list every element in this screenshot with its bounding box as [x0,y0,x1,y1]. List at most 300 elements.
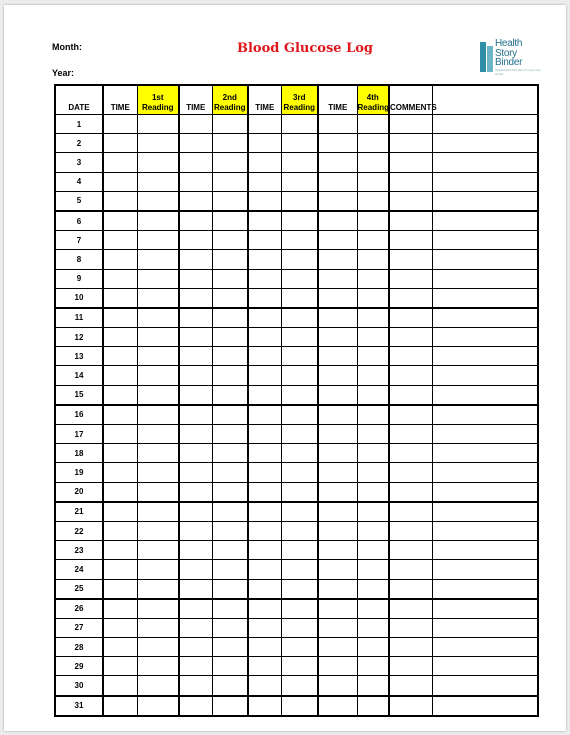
time-cell[interactable] [248,134,281,153]
reading-cell[interactable] [357,328,389,347]
time-cell[interactable] [318,444,357,463]
time-cell[interactable] [248,288,281,308]
time-cell[interactable] [318,172,357,191]
reading-cell[interactable] [137,521,179,540]
reading-cell[interactable] [137,250,179,269]
reading-cell[interactable] [137,657,179,676]
reading-cell[interactable] [281,115,318,134]
time-cell[interactable] [248,347,281,366]
comments-cell[interactable] [432,444,538,463]
comments-cell[interactable] [432,231,538,250]
time-cell[interactable] [179,134,212,153]
reading-cell[interactable] [212,288,248,308]
time-cell[interactable] [103,541,137,560]
time-cell[interactable] [179,482,212,502]
reading-cell[interactable] [281,541,318,560]
time-cell[interactable] [318,347,357,366]
comments-cell[interactable] [432,521,538,540]
time-cell[interactable] [318,463,357,482]
reading-cell[interactable] [212,444,248,463]
time-cell[interactable] [389,560,432,579]
reading-cell[interactable] [281,638,318,657]
time-cell[interactable] [103,618,137,637]
reading-cell[interactable] [281,347,318,366]
reading-cell[interactable] [281,579,318,599]
time-cell[interactable] [103,347,137,366]
reading-cell[interactable] [137,385,179,405]
reading-cell[interactable] [281,385,318,405]
reading-cell[interactable] [357,405,389,425]
time-cell[interactable] [179,288,212,308]
reading-cell[interactable] [212,676,248,696]
reading-cell[interactable] [137,308,179,328]
comments-cell[interactable] [432,482,538,502]
comments-cell[interactable] [432,347,538,366]
time-cell[interactable] [103,560,137,579]
time-cell[interactable] [103,482,137,502]
time-cell[interactable] [103,425,137,444]
time-cell[interactable] [248,153,281,172]
reading-cell[interactable] [357,269,389,288]
time-cell[interactable] [389,618,432,637]
time-cell[interactable] [389,115,432,134]
time-cell[interactable] [389,231,432,250]
reading-cell[interactable] [212,231,248,250]
reading-cell[interactable] [212,482,248,502]
reading-cell[interactable] [212,191,248,211]
reading-cell[interactable] [212,599,248,619]
reading-cell[interactable] [137,463,179,482]
time-cell[interactable] [103,308,137,328]
time-cell[interactable] [103,638,137,657]
reading-cell[interactable] [357,385,389,405]
time-cell[interactable] [103,269,137,288]
reading-cell[interactable] [137,347,179,366]
time-cell[interactable] [248,463,281,482]
time-cell[interactable] [103,328,137,347]
comments-cell[interactable] [432,579,538,599]
time-cell[interactable] [389,191,432,211]
reading-cell[interactable] [357,676,389,696]
reading-cell[interactable] [281,231,318,250]
reading-cell[interactable] [137,405,179,425]
time-cell[interactable] [318,153,357,172]
reading-cell[interactable] [357,502,389,522]
time-cell[interactable] [179,250,212,269]
time-cell[interactable] [248,405,281,425]
time-cell[interactable] [318,579,357,599]
time-cell[interactable] [248,250,281,269]
reading-cell[interactable] [212,385,248,405]
reading-cell[interactable] [357,657,389,676]
reading-cell[interactable] [281,366,318,385]
reading-cell[interactable] [281,288,318,308]
time-cell[interactable] [248,482,281,502]
time-cell[interactable] [248,172,281,191]
reading-cell[interactable] [281,328,318,347]
reading-cell[interactable] [357,308,389,328]
reading-cell[interactable] [137,288,179,308]
reading-cell[interactable] [137,599,179,619]
time-cell[interactable] [103,231,137,250]
time-cell[interactable] [389,385,432,405]
time-cell[interactable] [318,560,357,579]
reading-cell[interactable] [357,579,389,599]
reading-cell[interactable] [357,288,389,308]
time-cell[interactable] [318,191,357,211]
time-cell[interactable] [179,560,212,579]
reading-cell[interactable] [357,191,389,211]
time-cell[interactable] [318,385,357,405]
time-cell[interactable] [318,676,357,696]
time-cell[interactable] [103,599,137,619]
time-cell[interactable] [179,153,212,172]
time-cell[interactable] [389,463,432,482]
reading-cell[interactable] [212,250,248,269]
reading-cell[interactable] [357,153,389,172]
time-cell[interactable] [179,385,212,405]
reading-cell[interactable] [281,618,318,637]
reading-cell[interactable] [281,308,318,328]
time-cell[interactable] [389,134,432,153]
reading-cell[interactable] [357,560,389,579]
time-cell[interactable] [318,657,357,676]
time-cell[interactable] [389,521,432,540]
reading-cell[interactable] [281,153,318,172]
time-cell[interactable] [389,599,432,619]
reading-cell[interactable] [357,231,389,250]
time-cell[interactable] [179,347,212,366]
time-cell[interactable] [318,502,357,522]
reading-cell[interactable] [212,618,248,637]
comments-cell[interactable] [432,638,538,657]
reading-cell[interactable] [357,115,389,134]
reading-cell[interactable] [281,172,318,191]
time-cell[interactable] [389,405,432,425]
time-cell[interactable] [179,579,212,599]
time-cell[interactable] [179,676,212,696]
reading-cell[interactable] [357,211,389,231]
time-cell[interactable] [179,657,212,676]
time-cell[interactable] [318,134,357,153]
reading-cell[interactable] [212,521,248,540]
comments-cell[interactable] [432,502,538,522]
reading-cell[interactable] [137,502,179,522]
comments-cell[interactable] [432,115,538,134]
comments-cell[interactable] [432,618,538,637]
time-cell[interactable] [103,211,137,231]
comments-cell[interactable] [432,308,538,328]
reading-cell[interactable] [281,676,318,696]
reading-cell[interactable] [137,696,179,716]
reading-cell[interactable] [212,560,248,579]
time-cell[interactable] [248,599,281,619]
time-cell[interactable] [179,638,212,657]
comments-cell[interactable] [432,560,538,579]
time-cell[interactable] [103,579,137,599]
time-cell[interactable] [389,308,432,328]
time-cell[interactable] [389,696,432,716]
reading-cell[interactable] [137,444,179,463]
time-cell[interactable] [389,579,432,599]
time-cell[interactable] [318,366,357,385]
reading-cell[interactable] [137,269,179,288]
reading-cell[interactable] [212,115,248,134]
time-cell[interactable] [248,115,281,134]
reading-cell[interactable] [212,502,248,522]
time-cell[interactable] [103,521,137,540]
reading-cell[interactable] [212,657,248,676]
time-cell[interactable] [318,696,357,716]
reading-cell[interactable] [212,405,248,425]
time-cell[interactable] [179,269,212,288]
reading-cell[interactable] [212,347,248,366]
time-cell[interactable] [179,618,212,637]
time-cell[interactable] [103,366,137,385]
time-cell[interactable] [103,657,137,676]
comments-cell[interactable] [432,696,538,716]
time-cell[interactable] [179,211,212,231]
time-cell[interactable] [103,153,137,172]
time-cell[interactable] [318,405,357,425]
time-cell[interactable] [179,521,212,540]
comments-cell[interactable] [432,366,538,385]
time-cell[interactable] [318,308,357,328]
reading-cell[interactable] [357,638,389,657]
reading-cell[interactable] [357,444,389,463]
comments-cell[interactable] [432,676,538,696]
reading-cell[interactable] [281,211,318,231]
comments-cell[interactable] [432,405,538,425]
reading-cell[interactable] [212,153,248,172]
reading-cell[interactable] [212,308,248,328]
reading-cell[interactable] [212,638,248,657]
reading-cell[interactable] [281,134,318,153]
time-cell[interactable] [389,172,432,191]
reading-cell[interactable] [357,134,389,153]
reading-cell[interactable] [137,366,179,385]
time-cell[interactable] [248,308,281,328]
reading-cell[interactable] [357,250,389,269]
reading-cell[interactable] [357,599,389,619]
reading-cell[interactable] [137,425,179,444]
comments-cell[interactable] [432,269,538,288]
reading-cell[interactable] [212,366,248,385]
comments-cell[interactable] [432,463,538,482]
time-cell[interactable] [318,328,357,347]
comments-cell[interactable] [432,385,538,405]
time-cell[interactable] [179,696,212,716]
reading-cell[interactable] [137,676,179,696]
time-cell[interactable] [318,521,357,540]
comments-cell[interactable] [432,657,538,676]
reading-cell[interactable] [357,463,389,482]
comments-cell[interactable] [432,153,538,172]
time-cell[interactable] [389,347,432,366]
reading-cell[interactable] [281,463,318,482]
reading-cell[interactable] [212,134,248,153]
time-cell[interactable] [318,269,357,288]
time-cell[interactable] [248,502,281,522]
reading-cell[interactable] [357,696,389,716]
reading-cell[interactable] [137,328,179,347]
reading-cell[interactable] [281,191,318,211]
reading-cell[interactable] [281,250,318,269]
reading-cell[interactable] [281,599,318,619]
time-cell[interactable] [179,444,212,463]
time-cell[interactable] [103,288,137,308]
time-cell[interactable] [248,541,281,560]
time-cell[interactable] [248,521,281,540]
time-cell[interactable] [248,696,281,716]
reading-cell[interactable] [281,521,318,540]
comments-cell[interactable] [432,191,538,211]
time-cell[interactable] [179,425,212,444]
reading-cell[interactable] [357,172,389,191]
time-cell[interactable] [179,541,212,560]
reading-cell[interactable] [137,638,179,657]
time-cell[interactable] [103,191,137,211]
time-cell[interactable] [389,657,432,676]
time-cell[interactable] [248,425,281,444]
reading-cell[interactable] [212,172,248,191]
time-cell[interactable] [248,444,281,463]
time-cell[interactable] [103,676,137,696]
time-cell[interactable] [248,560,281,579]
comments-cell[interactable] [432,599,538,619]
reading-cell[interactable] [137,211,179,231]
time-cell[interactable] [103,115,137,134]
reading-cell[interactable] [212,211,248,231]
time-cell[interactable] [179,115,212,134]
reading-cell[interactable] [281,444,318,463]
reading-cell[interactable] [212,425,248,444]
time-cell[interactable] [103,134,137,153]
comments-cell[interactable] [432,288,538,308]
time-cell[interactable] [248,328,281,347]
time-cell[interactable] [389,541,432,560]
reading-cell[interactable] [281,502,318,522]
time-cell[interactable] [389,366,432,385]
reading-cell[interactable] [281,560,318,579]
time-cell[interactable] [389,288,432,308]
reading-cell[interactable] [357,425,389,444]
time-cell[interactable] [248,638,281,657]
time-cell[interactable] [179,328,212,347]
reading-cell[interactable] [212,269,248,288]
time-cell[interactable] [389,328,432,347]
time-cell[interactable] [318,250,357,269]
time-cell[interactable] [318,482,357,502]
time-cell[interactable] [103,250,137,269]
comments-cell[interactable] [432,172,538,191]
time-cell[interactable] [179,599,212,619]
comments-cell[interactable] [432,211,538,231]
time-cell[interactable] [389,482,432,502]
time-cell[interactable] [179,231,212,250]
reading-cell[interactable] [357,541,389,560]
time-cell[interactable] [248,676,281,696]
reading-cell[interactable] [281,405,318,425]
comments-cell[interactable] [432,328,538,347]
time-cell[interactable] [389,425,432,444]
reading-cell[interactable] [281,696,318,716]
comments-cell[interactable] [432,541,538,560]
time-cell[interactable] [179,405,212,425]
reading-cell[interactable] [212,328,248,347]
reading-cell[interactable] [281,425,318,444]
time-cell[interactable] [179,366,212,385]
time-cell[interactable] [103,463,137,482]
reading-cell[interactable] [137,231,179,250]
reading-cell[interactable] [281,482,318,502]
time-cell[interactable] [103,696,137,716]
reading-cell[interactable] [212,463,248,482]
reading-cell[interactable] [212,696,248,716]
time-cell[interactable] [318,211,357,231]
time-cell[interactable] [248,191,281,211]
time-cell[interactable] [179,502,212,522]
time-cell[interactable] [248,366,281,385]
time-cell[interactable] [389,502,432,522]
time-cell[interactable] [389,676,432,696]
comments-cell[interactable] [432,250,538,269]
reading-cell[interactable] [137,560,179,579]
reading-cell[interactable] [137,134,179,153]
reading-cell[interactable] [137,172,179,191]
time-cell[interactable] [179,463,212,482]
reading-cell[interactable] [281,657,318,676]
reading-cell[interactable] [357,521,389,540]
reading-cell[interactable] [137,541,179,560]
comments-cell[interactable] [432,134,538,153]
time-cell[interactable] [318,231,357,250]
reading-cell[interactable] [357,347,389,366]
time-cell[interactable] [318,288,357,308]
time-cell[interactable] [103,385,137,405]
reading-cell[interactable] [137,191,179,211]
reading-cell[interactable] [212,541,248,560]
time-cell[interactable] [389,153,432,172]
time-cell[interactable] [179,191,212,211]
time-cell[interactable] [389,211,432,231]
reading-cell[interactable] [281,269,318,288]
time-cell[interactable] [179,172,212,191]
time-cell[interactable] [318,599,357,619]
reading-cell[interactable] [137,482,179,502]
time-cell[interactable] [248,385,281,405]
time-cell[interactable] [248,618,281,637]
time-cell[interactable] [389,444,432,463]
time-cell[interactable] [248,231,281,250]
time-cell[interactable] [389,269,432,288]
reading-cell[interactable] [137,618,179,637]
time-cell[interactable] [179,308,212,328]
time-cell[interactable] [318,115,357,134]
reading-cell[interactable] [357,366,389,385]
time-cell[interactable] [318,618,357,637]
time-cell[interactable] [389,250,432,269]
time-cell[interactable] [318,541,357,560]
time-cell[interactable] [318,425,357,444]
time-cell[interactable] [103,172,137,191]
reading-cell[interactable] [137,115,179,134]
reading-cell[interactable] [357,618,389,637]
time-cell[interactable] [248,211,281,231]
time-cell[interactable] [103,405,137,425]
time-cell[interactable] [389,638,432,657]
time-cell[interactable] [248,579,281,599]
